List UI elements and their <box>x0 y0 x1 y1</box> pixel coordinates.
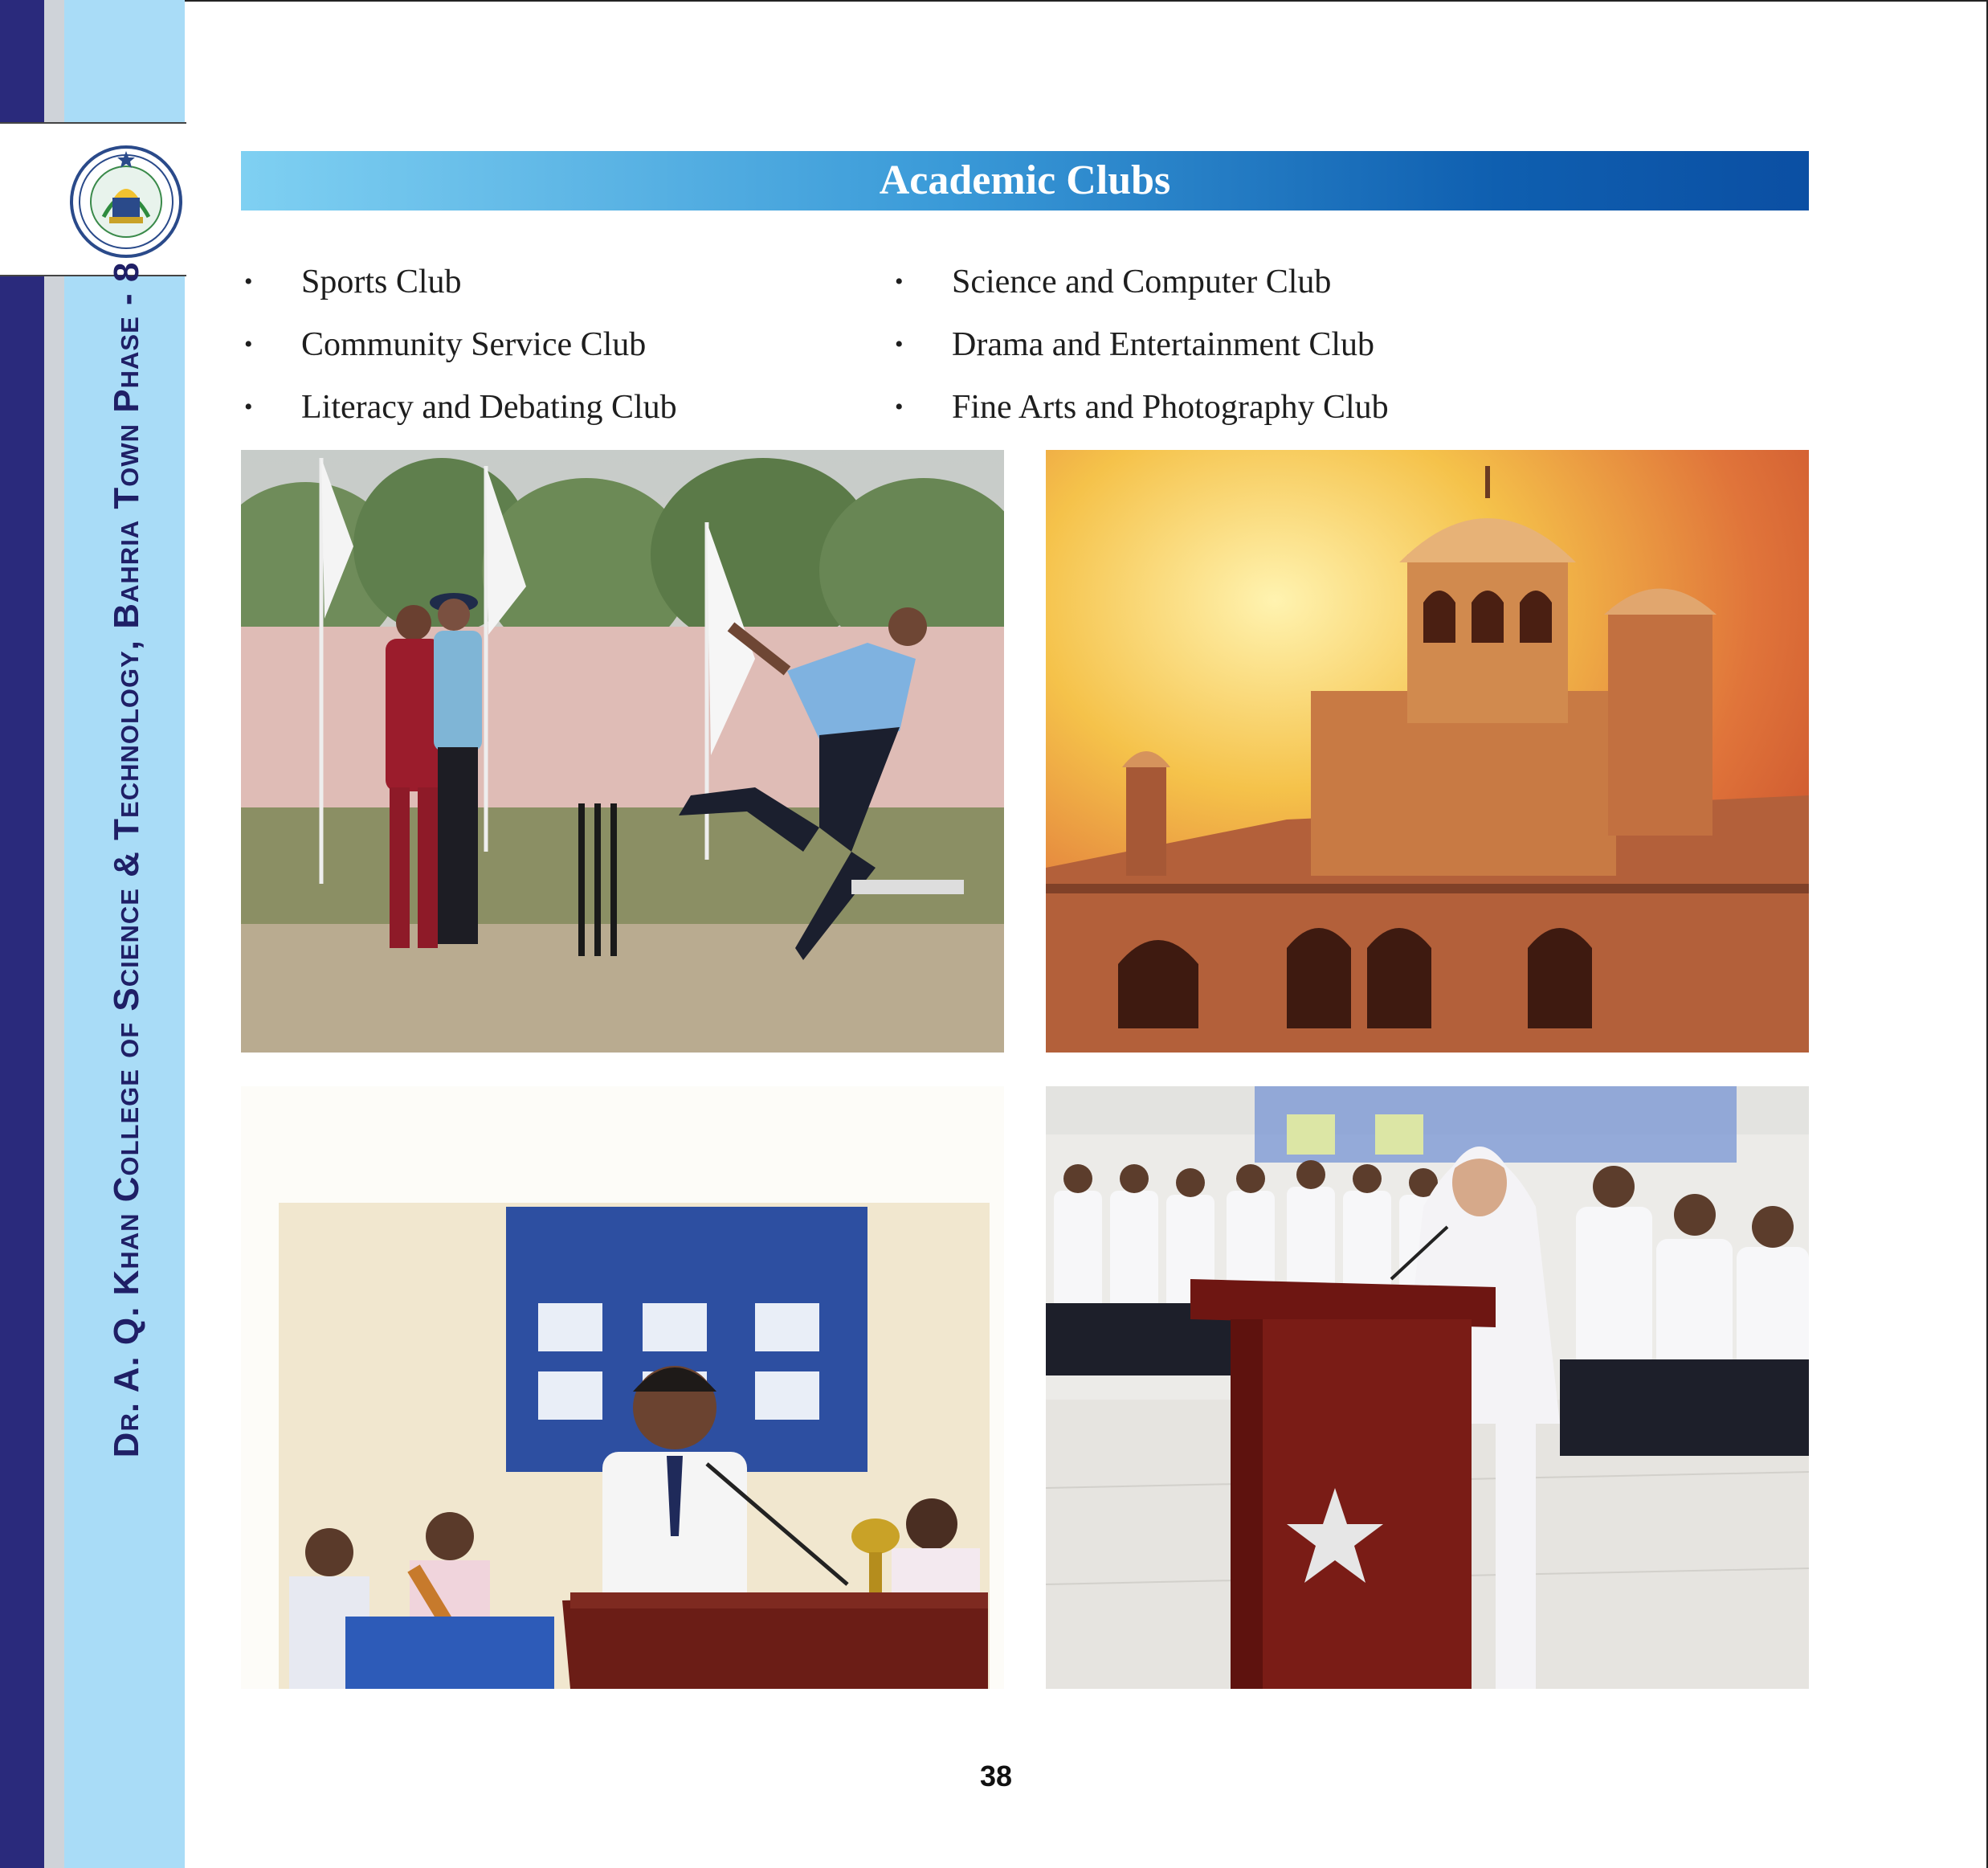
bullet: • <box>895 268 904 295</box>
podium-speaker-photo <box>1046 1086 1809 1689</box>
club-label: Community Service Club <box>301 326 647 363</box>
club-label: Literacy and Debating Club <box>301 389 677 426</box>
cricket-bowler-photo <box>241 450 1004 1053</box>
page-title: Academic Clubs <box>879 157 1171 203</box>
side-band-dark <box>0 0 44 1868</box>
section-banner <box>241 151 1809 211</box>
bullet: • <box>895 331 904 358</box>
page-number: 38 <box>979 1760 1013 1792</box>
speech-contest-photo <box>241 1086 1004 1689</box>
side-band-gray <box>44 0 64 1868</box>
club-label: Sports Club <box>301 264 462 300</box>
logo-panel <box>0 122 186 276</box>
bullet: • <box>244 331 253 358</box>
club-label: Science and Computer Club <box>952 264 1332 300</box>
bullet: • <box>244 394 253 420</box>
college-logo-icon <box>67 143 185 260</box>
college-name-vertical: Dr. A. Q. Khan College of Science & Technology, Bahria Town Phase - 8 <box>107 261 146 1458</box>
bullet: • <box>895 394 904 420</box>
club-label: Drama and Entertainment Club <box>952 326 1375 363</box>
fort-painting-photo <box>1046 450 1809 1053</box>
bullet: • <box>244 268 253 295</box>
club-label: Fine Arts and Photography Club <box>952 389 1389 426</box>
